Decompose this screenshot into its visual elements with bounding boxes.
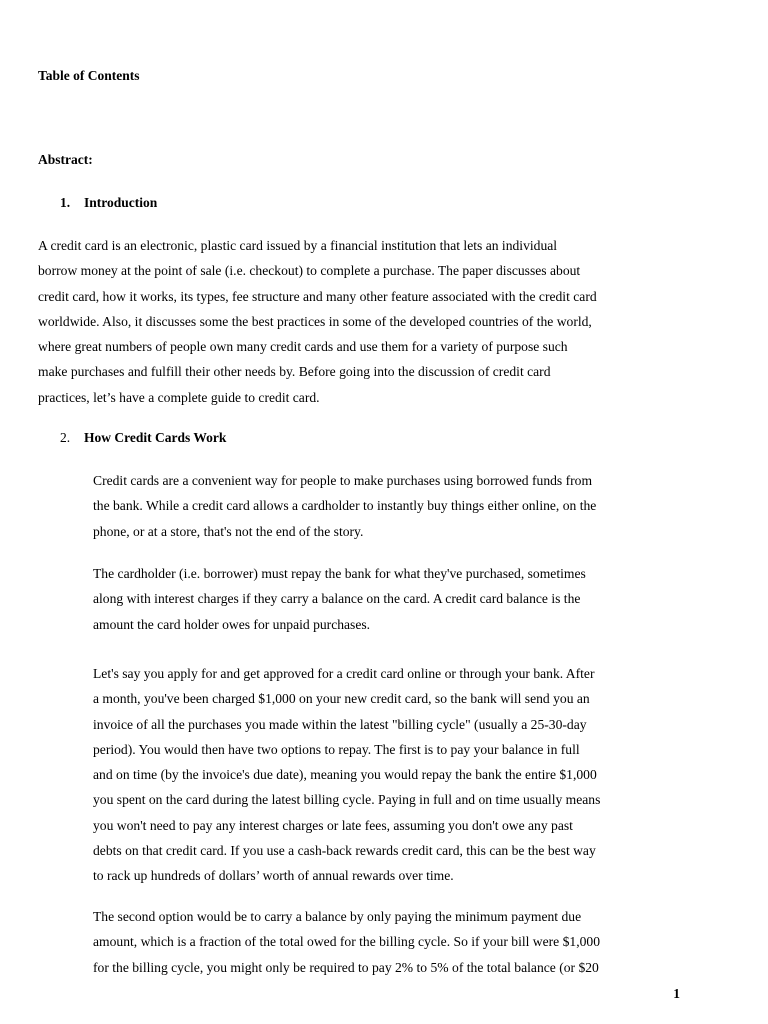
paragraph-line: A credit card is an electronic, plastic card issued by a financial institution that lets an individual xyxy=(38,238,558,253)
paragraph-line: you spent on the card during the latest billing cycle. Paying in full and on time usually means xyxy=(93,792,601,808)
paragraph-line: Credit cards are a convenient way for people to make purchases using borrowed funds from xyxy=(93,473,593,488)
paragraph-line: worldwide. Also, it discusses some the best practices in some of the developed countries of the world, xyxy=(38,313,592,329)
credit-cards-paragraph-2 xyxy=(93,561,586,637)
paragraph-line: debts on that credit card. If you use a cash-back rewards credit card, this can be the best way xyxy=(93,843,596,859)
paragraph-line: Let's say you apply for and get approved for a credit card online or through your bank. After xyxy=(93,666,595,681)
credit-cards-paragraph-1 xyxy=(93,468,596,544)
paragraph-line: phone, or at a store, that's not the end of the story. xyxy=(93,523,364,539)
introduction-paragraph xyxy=(38,233,597,410)
paragraph-line: The cardholder (i.e. borrower) must repay the bank for what they've purchased, sometimes xyxy=(93,566,586,581)
paragraph-line: where great numbers of people own many credit cards and use them for a variety of purpose such xyxy=(38,339,568,355)
paragraph-line: for the billing cycle, you might only be required to pay 2% to 5% of the total balance (or $20 xyxy=(93,959,599,975)
paragraph-line: credit card, how it works, its types, fee structure and many other feature associated with the credit card xyxy=(38,288,597,304)
paragraph-line: a month, you've been charged $1,000 on your new credit card, so the bank will send you an xyxy=(93,691,590,707)
paragraph-line: amount the card holder owes for unpaid purchases. xyxy=(93,616,371,632)
section-heading-introduction xyxy=(60,195,157,211)
paragraph-line: period). You would then have two options to repay. The first is to pay your balance in full xyxy=(93,741,580,757)
section-heading-how-credit-cards-work xyxy=(60,430,226,446)
paragraph-line: along with interest charges if they carry a balance on the card. A credit card balance is the xyxy=(93,591,581,607)
page-number: 1 xyxy=(673,986,680,1001)
paragraph-line: you won't need to pay any interest charges or late fees, assuming you don't owe any past xyxy=(93,817,573,833)
section-number: 2. xyxy=(60,430,71,445)
paragraph-line: practices, let’s have a complete guide to credit card. xyxy=(38,389,320,405)
table-of-contents-heading: Table of Contents xyxy=(38,68,140,83)
paragraph-line: amount, which is a fraction of the total owed for the billing cycle. So if your bill were $1,000 xyxy=(93,934,600,950)
paragraph-line: The second option would be to carry a balance by only paying the minimum payment due xyxy=(93,909,582,924)
section-title: How Credit Cards Work xyxy=(84,430,227,445)
paragraph-line: and on time (by the invoice's due date), meaning you would repay the bank the entire $1,000 xyxy=(93,767,597,783)
credit-cards-paragraph-4 xyxy=(93,904,600,980)
abstract-heading: Abstract: xyxy=(38,152,93,167)
paragraph-line: make purchases and fulfill their other needs by. Before going into the discussion of credit card xyxy=(38,364,551,380)
section-number: 1. xyxy=(60,195,71,210)
paragraph-line: invoice of all the purchases you made within the latest "billing cycle" (usually a 25-30-day xyxy=(93,716,587,732)
paragraph-line: borrow money at the point of sale (i.e. checkout) to complete a purchase. The paper discusses about xyxy=(38,263,581,279)
credit-cards-paragraph-3 xyxy=(93,661,600,889)
paragraph-line: the bank. While a credit card allows a cardholder to instantly buy things either online, on the xyxy=(93,498,597,514)
paragraph-line: to rack up hundreds of dollars’ worth of annual rewards over time. xyxy=(93,868,454,884)
section-title: Introduction xyxy=(84,195,158,210)
